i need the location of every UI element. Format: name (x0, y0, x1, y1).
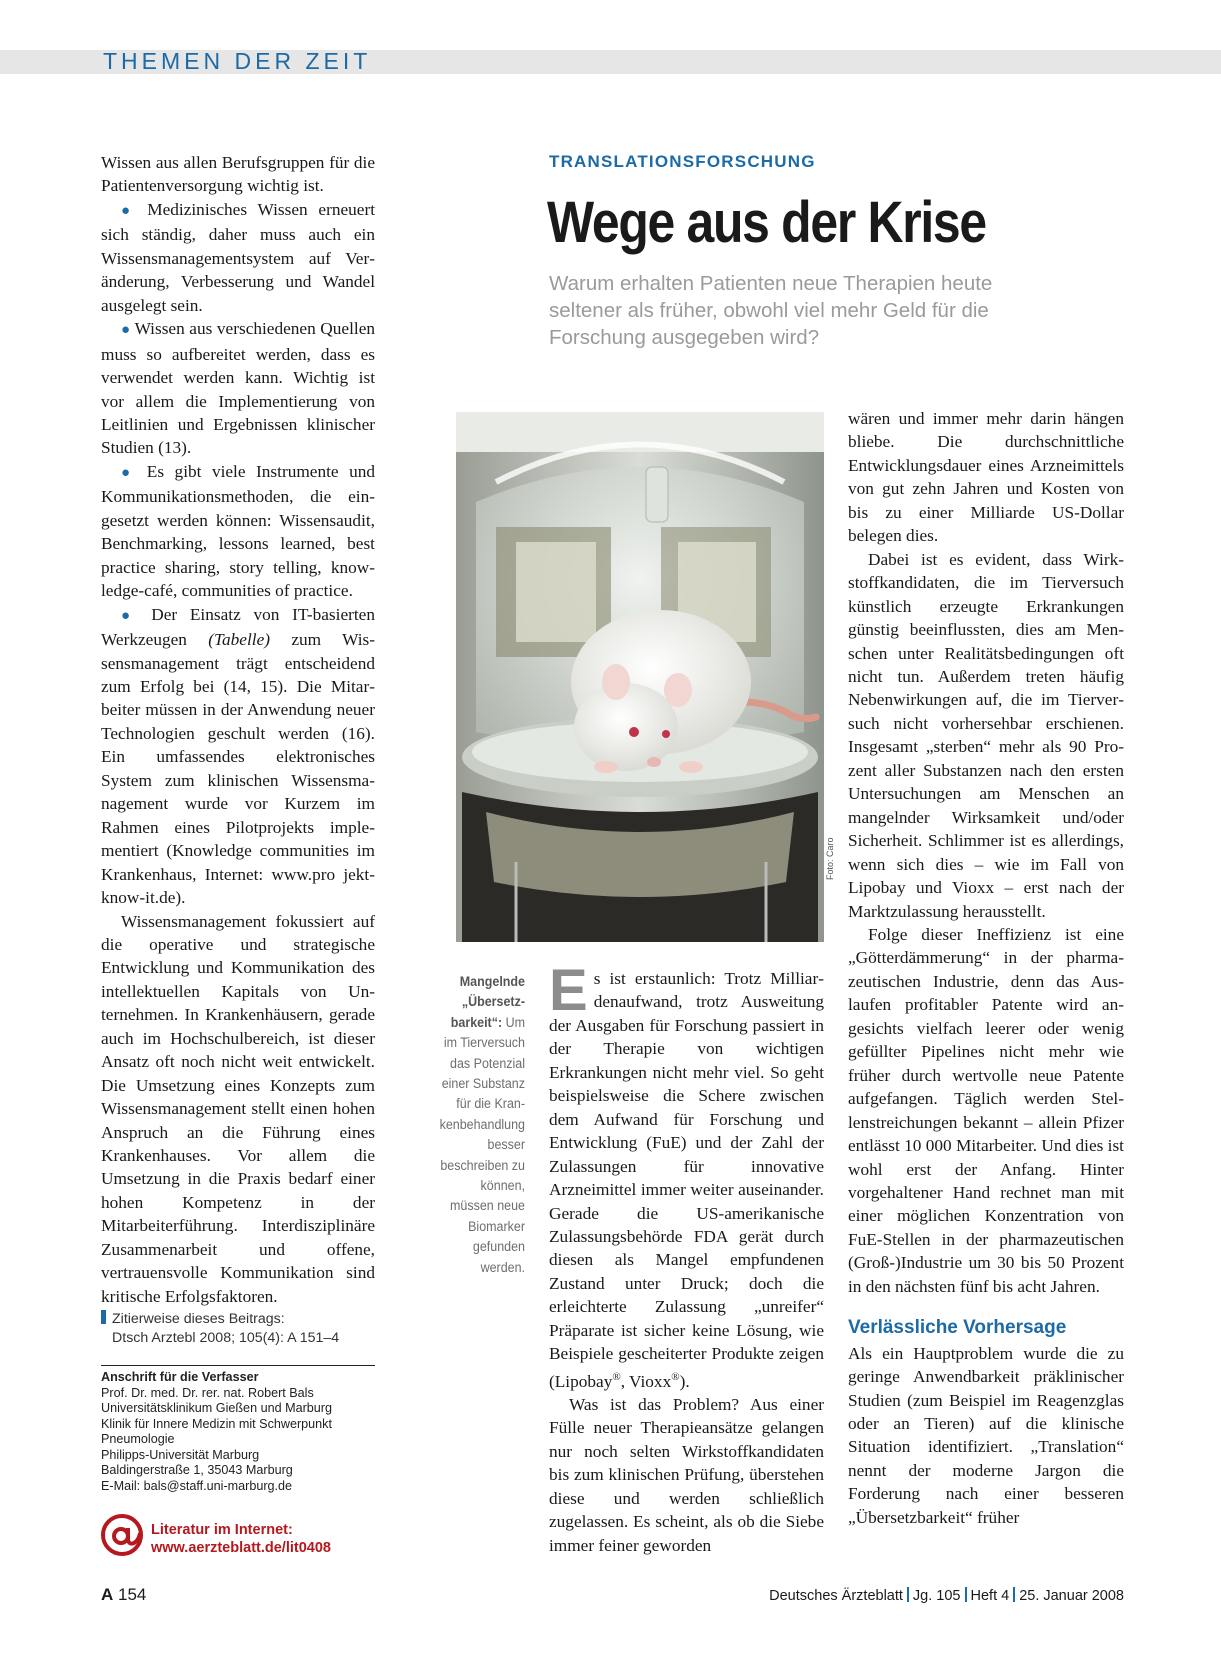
paragraph: Wissensmanagement fokussiert auf die operative und strategische Entwicklung und Kommunikation des intellektuellen Kapitals von Unternehmen. In Krankenhäusern, gerade auch im Hochschulbereich, ist dieser Ansatz oft noch nicht weit entwickelt. Die Umsetzung eines Konzepts zum Wissensmanagement stellt einen hohen Anspruch an die Führung eines Krankenhauses. Vor allem die Umsetzung in die Praxis bedarf einer hohen Kompetenz in der Mitarbeiterführung. Interdisziplinäre Zusammenarbeit und offene, vertrauensvolle Kommunikation sind kritische Erfolgsfaktoren. (101, 911, 375, 1306)
literature-link[interactable] (151, 1521, 331, 1557)
bullet-item: ● Wissen aus verschiedenen Quellen muss so aufbereitet werden, dass es verwendet werden kann. Wichtig ist vor allem die Implementierung von Leitlinien und Ergebnissen klinischer Studien (13). (101, 319, 376, 458)
address-line: Universitätsklinikum Gießen und Marburg (101, 1401, 332, 1415)
photo-caption (437, 972, 525, 1278)
bullet-item: ● Der Einsatz von IT-basierten Werkzeugen (Tabelle) zum Wissensmanagement trägt entscheidend zum Erfolg bei (14, 15). Die Mitarbeiter müssen in der Anwendung neuer Technologien geschult werden (16). Ein umfassendes elektronisches System zum klinischen Wissensmanagement wurde vor Kurzem im Rahmen eines Pilotprojekts implementiert (Knowledge communities im Krankenhaus, Internet: www.pro jekt-know-it.de). (101, 604, 375, 908)
citation-reference: Dtsch Arztebl 2008; 105(4): A 151–4 (112, 1329, 340, 1346)
journal-name: Deutsches Ärzteblatt (769, 1588, 903, 1604)
article-kicker: TRANSLATIONSFORSCHUNG (549, 152, 816, 171)
paragraph: Dabei ist es evident, dass Wirkstoffkandidaten, die im Tierversuch künstlich erzeugte Erkrankungen günstig beeinflussten, dies am Menschen unter Realitätsbedingungen oft nicht tun. Außerdem treten häufig Nebenwirkungen auf, die im Tierversuch nicht vorhersehbar erschienen. Insgesamt „sterben“ mehr als 90 Prozent aller Substanzen nach den ersten Untersuchungen am Menschen an mangelnder Wirksamkeit und/oder Sicherheit. Schlimmer ist es allerdings, wenn sich dies – wie im Fall von Lipobay und Vioxx – erst nach der Marktzulassung herausstellt. (848, 549, 1124, 921)
separator (907, 1587, 909, 1602)
journal-volume: Jg. 105 (912, 1588, 961, 1604)
citation-marker (101, 1310, 106, 1324)
at-sign-icon (100, 1513, 144, 1557)
journal-issue: Heft 4 (970, 1588, 1010, 1604)
paragraph: Als ein Hauptproblem wurde die zu geringe Anwendbarkeit präklinischer Studien (zum Beispiel im Reagenzglas oder an Tieren) auf die klinische Situation identifiziert. „Translation“ nennt der moderne Jargon die Forderung nach einer besseren „Übersetzbarkeit“ früher (848, 1343, 1124, 1527)
caption-text: Um im Tierversuch das Potenzial einer Substanz für die Krankenbehandlung besser beschreiben zu können, müssen neue Biomarker gefunden werden. (439, 1014, 525, 1276)
author-address (101, 1370, 381, 1494)
paragraph: Es ist erstaunlich: Trotz Milliardenaufwand, trotz Ausweitung der Ausgaben für Forschung passiert in der Therapie von wichtigen Erkrankungen nicht mehr viel. So geht beispielsweise die Schere zwischen dem Aufwand für Forschung und Entwicklung (FuE) und der Zahl der Zulassungen für innovative Arzneimittel immer weiter auseinander. Gerade die US-amerikanische Zulassungsbehörde FDA gerät durch diesen als Mangel empfundenen Zustand unter Druck; doch die erleichterte Zulassung „unreifer“ Präparate ist sicher keine Lösung, wie Beispiele gescheiterter Produkte zeigen (Lipobay®, Vioxx®). (549, 958, 824, 1391)
paragraph: wären und immer mehr darin hängen bliebe. Die durchschnittliche Entwicklungsdauer eines Arzneimittels von gut zehn Jahren und Kosten von bis zu einer Milliarde US-Dollar belegen dies. (848, 409, 1124, 546)
middle-column (549, 958, 824, 1557)
journal-footer (769, 1587, 1124, 1604)
article-subtitle: Warum erhalten Patienten neue Therapien heute seltener als früher, obwohl viel mehr Geld für die Forschung ausgegeben wird? (549, 272, 993, 349)
divider (101, 1365, 375, 1366)
table-reference: (Tabelle) (208, 630, 271, 650)
paragraph: Wissen aus allen Berufsgruppen für die Patientenversorgung wichtig ist. (101, 153, 375, 196)
address-email: E-Mail: bals@staff.uni-marburg.de (101, 1478, 293, 1493)
article-headline: Wege aus der Krise (547, 190, 986, 255)
address-line: Philipps-Universität Marburg (101, 1447, 260, 1462)
paragraph: Folge dieser Ineffizienz ist eine „Götterdämmerung“ in der pharmazeutischen Industrie, denn das Auslaufen profitabler Patente wird angesichts vielfach leerer oder wenig gefüllter Pipelines nicht mehr wie früher durch wertvolle neue Patente aufgefangen. Täglich werden Stellenstreichungen bekannt – allein Pfizer entlässt 10 000 Mitarbeiter. Und dies ist wohl erst der Anfang. Hinter vorgehaltener Hand rechnet man mit einer möglichen Konzentration von FuE-Stellen in der pharmazeutischen (Groß-)Industrie um 30 bis 50 Prozent in den nächsten fünf bis acht Jahren. (848, 924, 1124, 1296)
literature-label: Literatur im Internet: (151, 1522, 293, 1538)
address-line: Pneumologie (101, 1432, 175, 1446)
section-label: THEMEN DER ZEIT (103, 48, 372, 74)
section-subheading: Verlässliche Vorhersage (848, 1317, 1067, 1339)
bullet-item: ● Es gibt viele Instrumente und Kommunikationsmethoden, die eingesetzt werden können: Wissensaudit, Benchmarking, lessons learned, best practice sharing, story telling, knowledge-café, communities of practice. (101, 461, 375, 601)
address-line: Klinik für Innere Medizin mit Schwerpunkt (101, 1416, 332, 1431)
address-line: Baldingerstraße 1, 35043 Marburg (101, 1463, 293, 1477)
drop-cap: E (549, 958, 588, 1023)
journal-date: 25. Januar 2008 (1019, 1588, 1124, 1604)
address-title: Anschrift für die Verfasser (101, 1370, 259, 1384)
bullet-icon: ● (121, 607, 139, 624)
page-number: A 154 (101, 1585, 147, 1604)
bullet-icon: ● (121, 202, 137, 219)
address-line: Prof. Dr. med. Dr. rer. nat. Robert Bals (101, 1385, 314, 1400)
bullet-item: ● Medizinisches Wissen erneuert sich ständig, daher muss auch ein Wissensmanagementsystem auf Veränderung, Verbesserung und Wandel ausgelegt sein. (101, 199, 376, 315)
bullet-icon: ● (121, 464, 137, 481)
photo-credit: Foto: Caro (825, 837, 835, 880)
bullet-icon: ● (121, 322, 131, 339)
separator (1013, 1587, 1015, 1602)
paragraph: Was ist das Problem? Aus einer Fülle neuer Therapieansätze gelangen nur noch selten Wirkstoffkandidaten bis zum klinischen Prüfung, überstehen diese und werden schließlich zugelassen. Es scheint, als ob die Siebe immer feiner geworden (549, 1394, 824, 1555)
left-column (101, 151, 375, 1308)
literature-url[interactable]: www.aerzteblatt.de/lit0408 (151, 1540, 331, 1556)
right-column (848, 407, 1124, 1529)
separator (965, 1587, 967, 1602)
lab-rat-photo (456, 412, 824, 942)
citation-box (101, 1310, 375, 1347)
caption-lead: Mangelnde „Übersetzbarkeit“: (450, 974, 525, 1031)
citation-label: Zitierweise dieses Beitrags: (112, 1311, 285, 1327)
